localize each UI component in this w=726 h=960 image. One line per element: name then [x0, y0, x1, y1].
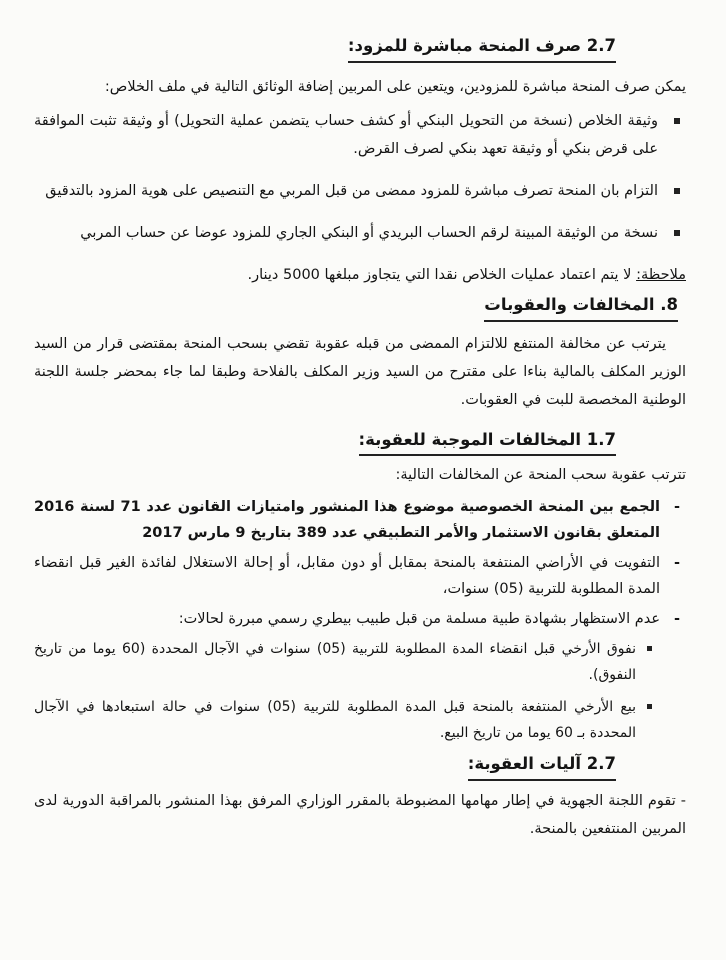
- note-text: لا يتم اعتماد عمليات الخلاص نقدا التي يتجاوز مبلغها 5000 دينار.: [247, 266, 637, 283]
- list-item: التزام بان المنحة تصرف مباشرة للمزود ممضى من قبل المربي مع التنصيص على هوية المزود بالتدقيق: [34, 177, 686, 205]
- section-8-heading: 8. المخالفات والعقوبات: [484, 293, 678, 322]
- list-item: - التفويت في الأراضي المنتفعة بالمنحة بمقابل أو دون مقابل، أو إحالة الاستغلال لفائدة الغير قبل انقضاء المدة المطلوبة للتربية (05) سنوات،: [34, 550, 686, 602]
- section-7-1-sub-list: [34, 636, 686, 746]
- section-7-2-heading: 2.7 صرف المنحة مباشرة للمزود:: [348, 34, 616, 63]
- section-8-body: يترتب عن مخالفة المنتفع للالتزام الممضى من قبله عقوبة تقضي بسحب المنحة بمقتضى قرار من السيد الوزير المكلف بالمالية بناءا على مقترح من السيد وزير المكلف بالفلاحة وطبقا لما جاء بمحضر جلسة اللجنة الوطنية المخصصة للبت في العقوبات.: [34, 335, 686, 408]
- sub-list-item: بيع الأرخي المنتفعة بالمنحة قبل المدة المطلوبة للتربية (05) سنوات في حالة استبعادها في الآجال المحددة بـ 60 يوما من تاريخ البيع.: [34, 694, 656, 746]
- section-7-1-list: [34, 494, 686, 632]
- list-item: نسخة من الوثيقة المبينة لرقم الحساب البريدي أو البنكي الجاري للمزود عوضا عن حساب المربي: [34, 219, 686, 247]
- section-8-heading-wrap: [34, 293, 678, 322]
- section-2-7-heading-wrap: [34, 752, 616, 781]
- section-7-2-heading-wrap: [34, 34, 616, 63]
- section-2-7-body: - تقوم اللجنة الجهوية في إطار مهامها المضبوطة بالمقرر الوزاري المرفق بهذا المنشور بالمراقبة الدورية لدى المربين المنتفعين بالمنحة.: [34, 793, 686, 837]
- section-2-7-heading: 2.7 آليات العقوبة:: [468, 752, 616, 781]
- list-item: - الجمع بين المنحة الخصوصية موضوع هذا المنشور وامتيازات القانون عدد 71 لسنة 2016 المتعلق بقانون الاستثمار والأمر التطبيقي عدد 389 بتاريخ 9 مارس 2017: [34, 494, 686, 546]
- section-7-1-heading-wrap: [34, 428, 616, 457]
- note-label: ملاحظة:: [636, 266, 686, 283]
- list-item: وثيقة الخلاص (نسخة من التحويل البنكي أو كشف حساب يتضمن عملية التحويل) أو وثيقة تثبت الموافقة على قرض بنكي أو وثيقة تعهد بنكي لصرف القرض.: [34, 107, 686, 163]
- section-7-2-intro: يمكن صرف المنحة مباشرة للمزودين، ويتعين على المربين إضافة الوثائق التالية في ملف الخلاص:: [104, 78, 686, 95]
- section-7-1-lead: تترتب عقوبة سحب المنحة عن المخالفات التالية:: [395, 467, 686, 484]
- section-7-1-heading: 1.7 المخالفات الموجبة للعقوبة:: [359, 428, 616, 457]
- list-item: - عدم الاستظهار بشهادة طبية مسلمة من قبل طبيب بيطري رسمي مبررة لحالات:: [34, 606, 686, 632]
- section-7-2-list: [34, 107, 686, 247]
- sub-list-item: نفوق الأرخي قبل انقضاء المدة المطلوبة للتربية (05) سنوات في الآجال المحددة (60 يوما من تاريخ النفوق).: [34, 636, 656, 688]
- note: [34, 261, 686, 289]
